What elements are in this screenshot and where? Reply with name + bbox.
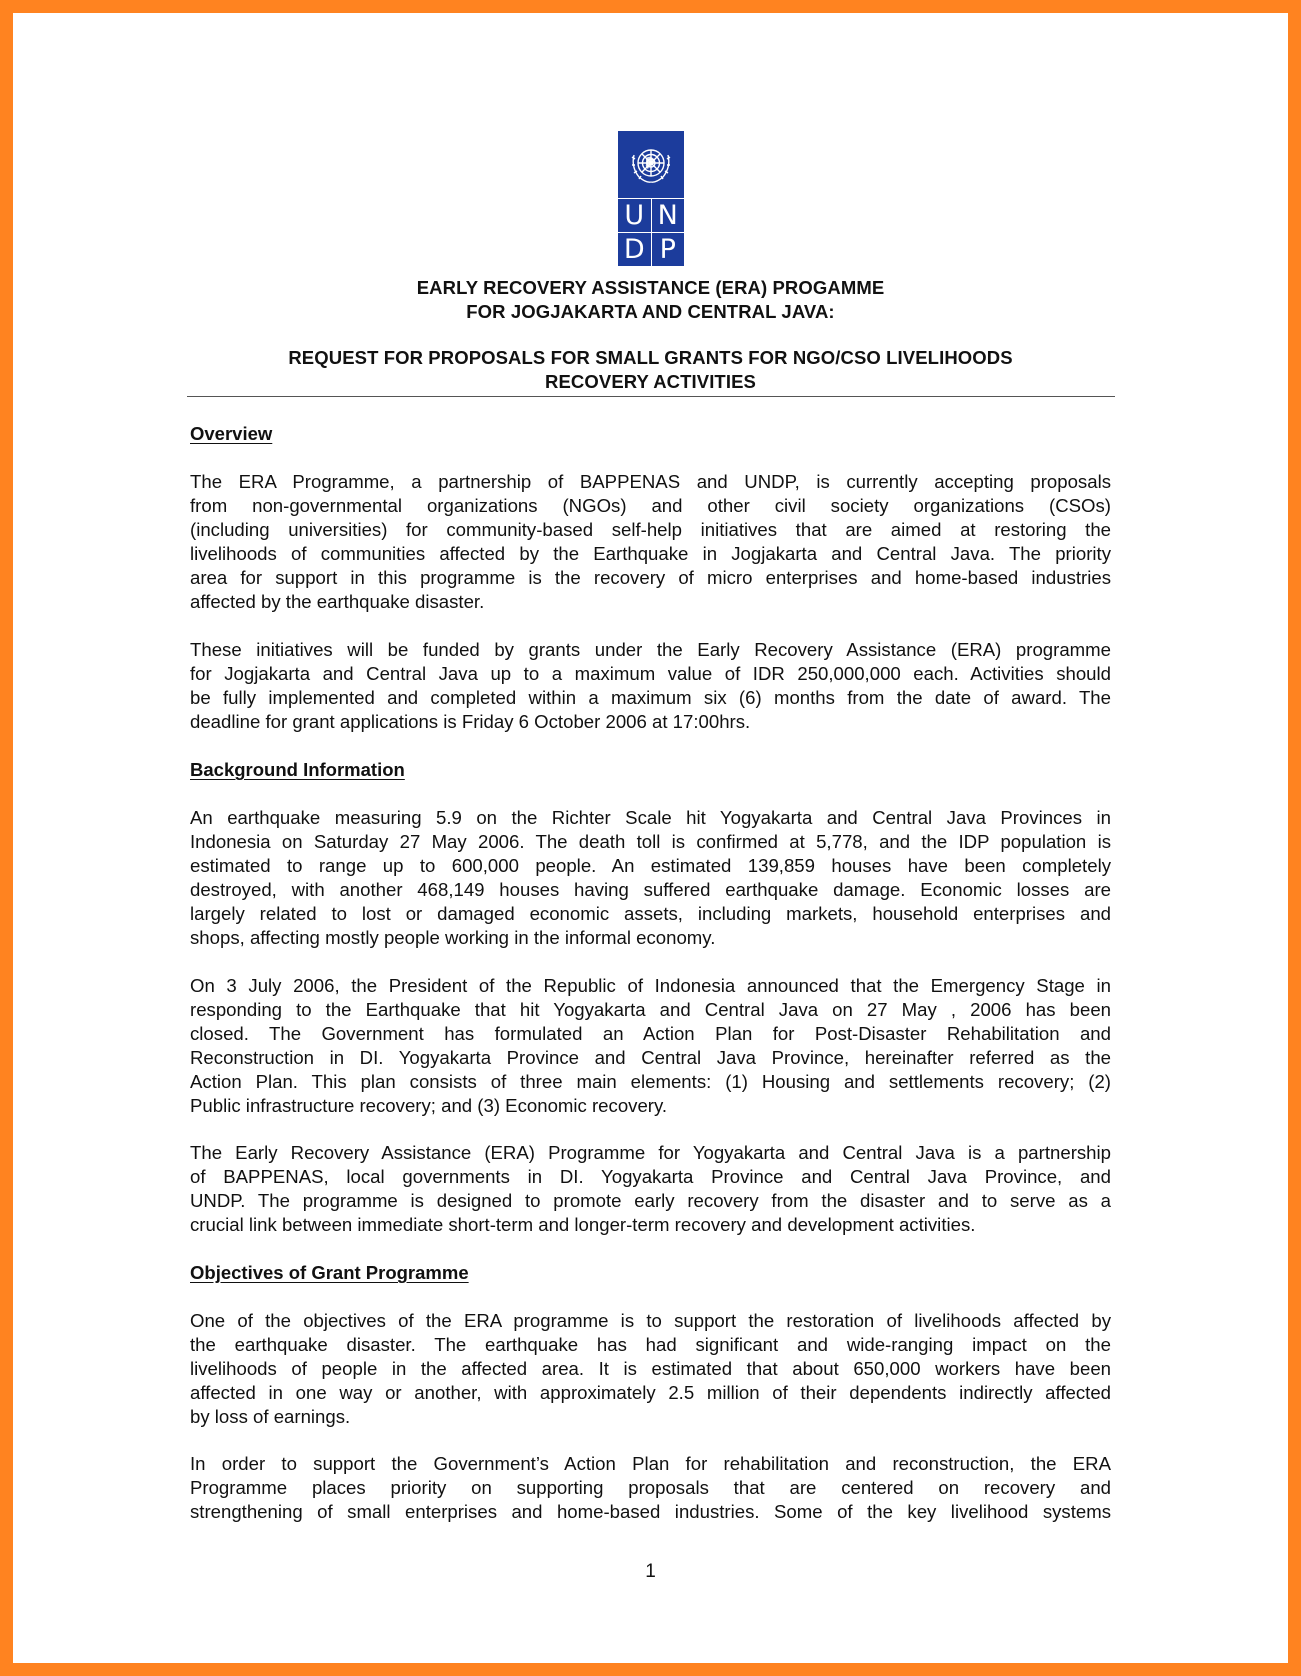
text-line: The Early Recovery Assistance (ERA) Programme for Yogyakarta and Central Java is a partnership (190, 1142, 1111, 1163)
text-line: These initiatives will be funded by grants under the Early Recovery Assistance (ERA) programme (190, 639, 1111, 660)
subtitle-line-1: REQUEST FOR PROPOSALS FOR SMALL GRANTS FOR NGO/CSO LIVELIHOODS (288, 347, 1013, 368)
text-line: deadline for grant applications is Friday 6 October 2006 at 17:00hrs. (190, 710, 751, 732)
paragraph-background-1 (190, 806, 1111, 949)
logo-letter: P (652, 233, 685, 266)
text-line: closed. The Government has formulated an Action Plan for Post-Disaster Rehabilitation and (190, 1022, 1111, 1044)
text-line: On 3 July 2006, the President of the Republic of Indonesia announced that the Emergency Stage in (190, 975, 1111, 996)
text-line: In order to support the Government’s Action Plan for rehabilitation and reconstruction, the ERA (190, 1453, 1111, 1474)
un-emblem-icon (618, 131, 684, 197)
text-line: livelihoods of people in the affected area. It is estimated that about 650,000 workers have been (190, 1357, 1111, 1379)
heading-background: Background Information (190, 759, 405, 780)
text-line: estimated to range up to 600,000 people. An estimated 139,859 houses have been completely (190, 854, 1111, 876)
logo-letter: D (618, 233, 651, 266)
text-line: Reconstruction in DI. Yogyakarta Province and Central Java Province, hereinafter referred as the (190, 1046, 1111, 1068)
text-line: responding to the Earthquake that hit Yogyakarta and Central Java on 27 May , 2006 has been (190, 998, 1111, 1020)
paragraph-overview-1 (190, 470, 1111, 613)
undp-logo (618, 131, 684, 265)
text-line: largely related to lost or damaged economic assets, including markets, household enterprises and (190, 902, 1111, 924)
text-line: of BAPPENAS, local governments in DI. Yogyakarta Province and Central Java Province, and (190, 1165, 1111, 1187)
text-line: area for support in this programme is the recovery of micro enterprises and home-based industries (190, 566, 1111, 588)
text-line: (including universities) for community-based self-help initiatives that are aimed at restoring the (190, 518, 1111, 540)
text-line: Programme places priority on supporting proposals that are centered on recovery and (190, 1476, 1111, 1498)
text-line: shops, affecting mostly people working in the informal economy. (190, 926, 716, 948)
paragraph-background-3 (190, 1141, 1111, 1237)
text-line: affected in one way or another, with approximately 2.5 million of their dependents indirectly affected (190, 1381, 1111, 1403)
paragraph-overview-2 (190, 638, 1111, 734)
text-line: Indonesia on Saturday 27 May 2006. The death toll is confirmed at 5,778, and the IDP population is (190, 830, 1111, 852)
title-divider (187, 396, 1115, 397)
title-line-2: FOR JOGJAKARTA AND CENTRAL JAVA: (466, 301, 835, 322)
subtitle-line-2: RECOVERY ACTIVITIES (545, 371, 756, 392)
paragraph-background-2 (190, 974, 1111, 1117)
heading-objectives: Objectives of Grant Programme (190, 1262, 469, 1283)
text-line: be fully implemented and completed within a maximum six (6) months from the date of award. The (190, 686, 1111, 708)
text-line: The ERA Programme, a partnership of BAPPENAS and UNDP, is currently accepting proposals (190, 471, 1111, 492)
logo-letter: N (652, 199, 685, 232)
paragraph-objectives-2 (190, 1452, 1111, 1524)
text-line: from non-governmental organizations (NGOs) and other civil society organizations (CSOs) (190, 494, 1111, 516)
text-line: for Jogjakarta and Central Java up to a maximum value of IDR 250,000,000 each. Activities should (190, 662, 1111, 684)
text-line: affected by the earthquake disaster. (190, 590, 485, 612)
paragraph-objectives-1 (190, 1309, 1111, 1429)
text-line: destroyed, with another 468,149 houses having suffered earthquake damage. Economic losses are (190, 878, 1111, 900)
heading-overview: Overview (190, 423, 273, 444)
text-line: An earthquake measuring 5.9 on the Richter Scale hit Yogyakarta and Central Java Provinces in (190, 807, 1111, 828)
text-line: livelihoods of communities affected by the Earthquake in Jogjakarta and Central Java. The priority (190, 542, 1111, 564)
text-line: strengthening of small enterprises and home-based industries. Some of the key livelihood systems (190, 1500, 1111, 1522)
text-line: Action Plan. This plan consists of three main elements: (1) Housing and settlements recovery; (2) (190, 1070, 1111, 1092)
page-number: 1 (645, 1561, 656, 1582)
text-line: by loss of earnings. (190, 1405, 351, 1427)
text-line: Public infrastructure recovery; and (3) Economic recovery. (190, 1094, 668, 1116)
title-line-1: EARLY RECOVERY ASSISTANCE (ERA) PROGAMME (416, 277, 885, 298)
logo-letter: U (618, 199, 651, 232)
text-line: crucial link between immediate short-term and longer-term recovery and development activities. (190, 1213, 976, 1235)
text-line: One of the objectives of the ERA programme is to support the restoration of livelihoods affected by (190, 1310, 1111, 1331)
text-line: the earthquake disaster. The earthquake has had significant and wide-ranging impact on the (190, 1333, 1111, 1355)
undp-letter-grid (618, 198, 684, 266)
text-line: UNDP. The programme is designed to promote early recovery from the disaster and to serve as a (190, 1189, 1111, 1211)
